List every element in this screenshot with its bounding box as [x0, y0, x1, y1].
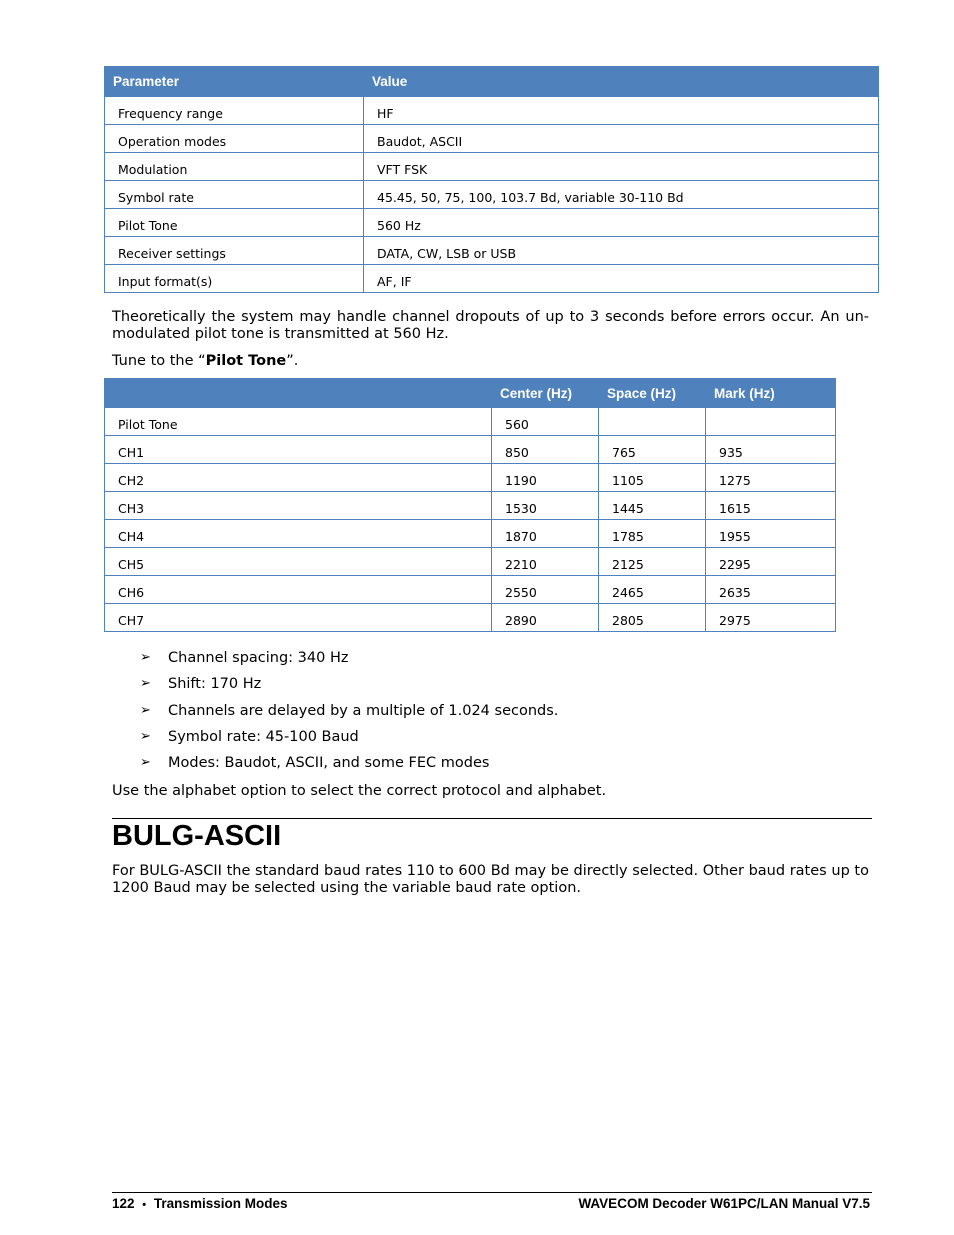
table-cell: CH5	[105, 548, 492, 576]
table-cell: 2975	[706, 604, 836, 632]
table-cell: Receiver settings	[105, 237, 364, 265]
table-cell: 2465	[599, 576, 706, 604]
table-cell: 2635	[706, 576, 836, 604]
table-cell	[706, 408, 836, 436]
list-item	[112, 648, 558, 674]
table-cell: 935	[706, 436, 836, 464]
table-cell: 850	[492, 436, 599, 464]
table-cell: 2125	[599, 548, 706, 576]
manual-title: WAVECOM Decoder W61PC/LAN Manual V7.5	[578, 1196, 870, 1211]
table-cell: 1615	[706, 492, 836, 520]
table-cell: 45.45, 50, 75, 100, 103.7 Bd, variable 30-110 Bd	[364, 181, 879, 209]
tune-suffix: ”.	[286, 353, 299, 369]
table-cell: Frequency range	[105, 97, 364, 125]
table-cell: 1785	[599, 520, 706, 548]
table-row	[105, 408, 836, 436]
list-item-text: Channels are delayed by a multiple of 1.024 seconds.	[168, 702, 559, 719]
footer-divider	[112, 1192, 872, 1193]
channel-table	[104, 378, 836, 632]
table-cell: CH3	[105, 492, 492, 520]
table-row	[105, 209, 879, 237]
notes-bullet-list	[112, 648, 558, 779]
footer-separator-icon: •	[142, 1199, 147, 1211]
list-item-text: Symbol rate: 45-100 Baud	[168, 728, 359, 745]
parameters-table	[104, 66, 879, 293]
tune-instruction	[112, 353, 869, 370]
table-cell: 560 Hz	[364, 209, 879, 237]
table-row	[105, 576, 836, 604]
table-cell: 1105	[599, 464, 706, 492]
column-header: Parameter	[105, 67, 364, 97]
arrowhead-bullet-icon: ➢	[140, 676, 151, 692]
table-cell: 1275	[706, 464, 836, 492]
table-cell: 1530	[492, 492, 599, 520]
column-header: Mark (Hz)	[706, 379, 836, 408]
table-cell: 1955	[706, 520, 836, 548]
list-item	[112, 674, 558, 700]
table-cell: CH7	[105, 604, 492, 632]
table-cell: Symbol rate	[105, 181, 364, 209]
list-item	[112, 753, 558, 779]
table-row	[105, 265, 879, 293]
column-header: Value	[364, 67, 879, 97]
list-item	[112, 701, 558, 727]
table-cell: CH6	[105, 576, 492, 604]
table-cell: 1190	[492, 464, 599, 492]
column-header: Center (Hz)	[492, 379, 599, 408]
table-cell: Operation modes	[105, 125, 364, 153]
list-item-text: Channel spacing: 340 Hz	[168, 650, 349, 666]
pilot-tone-emphasis: Pilot Tone	[205, 353, 287, 369]
table-cell: 2295	[706, 548, 836, 576]
table-cell: CH1	[105, 436, 492, 464]
table-cell: DATA, CW, LSB or USB	[364, 237, 879, 265]
arrowhead-bullet-icon: ➢	[140, 755, 151, 771]
table-cell: 765	[599, 436, 706, 464]
table-row	[105, 153, 879, 181]
table-cell: 2805	[599, 604, 706, 632]
table-cell: Pilot Tone	[105, 209, 364, 237]
column-header: Space (Hz)	[599, 379, 706, 408]
table-row	[105, 97, 879, 125]
table-row	[105, 464, 836, 492]
table-cell: CH2	[105, 464, 492, 492]
table-cell: 560	[492, 408, 599, 436]
table-row	[105, 520, 836, 548]
table-cell: HF	[364, 97, 879, 125]
section-heading: BULG-ASCII	[112, 820, 282, 852]
table-cell: 2550	[492, 576, 599, 604]
table-cell: 2210	[492, 548, 599, 576]
table-row	[105, 604, 836, 632]
table-header-row	[105, 379, 836, 408]
table-cell: Baudot, ASCII	[364, 125, 879, 153]
tune-prefix: Tune to the “	[112, 353, 206, 369]
table-cell: 1870	[492, 520, 599, 548]
arrowhead-bullet-icon: ➢	[140, 728, 151, 744]
table-cell: Input format(s)	[105, 265, 364, 293]
list-item-text: Shift: 170 Hz	[168, 676, 262, 693]
table-cell: VFT FSK	[364, 153, 879, 181]
arrowhead-bullet-icon: ➢	[140, 702, 151, 718]
table-cell: Pilot Tone	[105, 408, 492, 436]
table-row	[105, 181, 879, 209]
table-cell: 1445	[599, 492, 706, 520]
table-cell: Modulation	[105, 153, 364, 181]
table-row	[105, 548, 836, 576]
table-header-row	[105, 67, 879, 97]
table-row	[105, 436, 836, 464]
list-item-text: Modes: Baudot, ASCII, and some FEC modes	[168, 755, 490, 772]
table-cell: CH4	[105, 520, 492, 548]
arrowhead-bullet-icon: ➢	[140, 650, 151, 665]
table-row	[105, 492, 836, 520]
table-cell	[599, 408, 706, 436]
page-number: 122	[112, 1196, 135, 1211]
table-row	[105, 237, 879, 265]
bulg-ascii-paragraph: For BULG-ASCII the standard baud rates 110 to 600 Bd may be directly selected. Other baud rates up to 1200 Baud may be selected using the variable baud rate option.	[112, 863, 869, 896]
dropouts-paragraph: Theoretically the system may handle channel dropouts of up to 3 seconds before errors occur. An un-modulated pilot tone is transmitted at 560 Hz.	[112, 309, 869, 342]
table-cell: 2890	[492, 604, 599, 632]
table-cell: AF, IF	[364, 265, 879, 293]
column-header	[105, 379, 492, 408]
footer-section: Transmission Modes	[153, 1196, 288, 1211]
list-item	[112, 727, 558, 753]
alphabet-note: Use the alphabet option to select the correct protocol and alphabet.	[112, 783, 607, 799]
footer-left	[112, 1196, 287, 1211]
table-row	[105, 125, 879, 153]
